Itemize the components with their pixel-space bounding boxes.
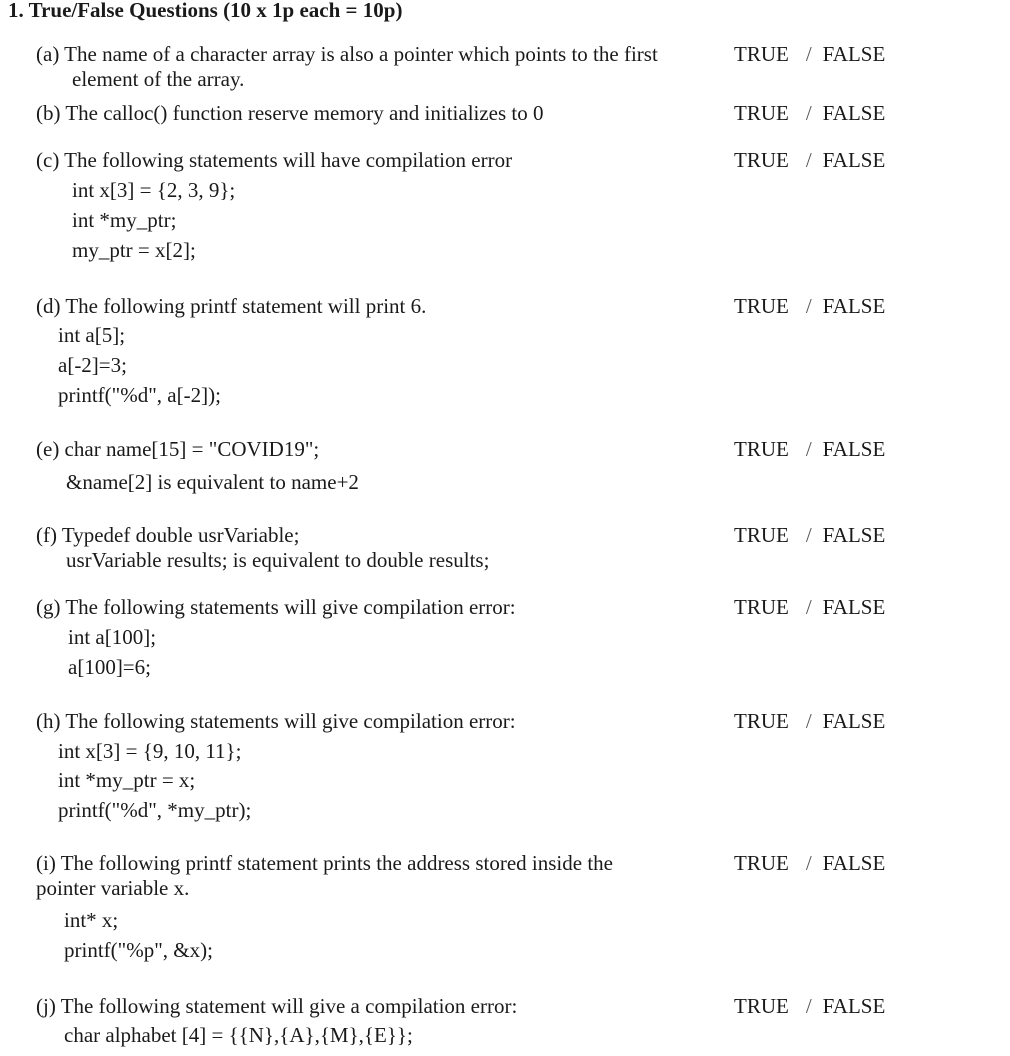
question-e-line-1: (e) char name[15] = "COVID19";	[36, 437, 320, 461]
question-g-code-line-1: int a[100];	[68, 625, 157, 649]
true-option[interactable]: TRUE	[734, 994, 789, 1018]
true-option[interactable]: TRUE	[734, 437, 789, 461]
question-b-line-1: (b) The calloc() function reserve memory and initializes to 0	[36, 101, 544, 125]
question-h-answer	[734, 709, 885, 733]
answer-separator: /	[805, 851, 812, 875]
answer-separator: /	[805, 101, 812, 125]
question-f-line-1: (f) Typedef double usrVariable;	[36, 523, 300, 547]
false-option[interactable]: FALSE	[822, 42, 886, 66]
answer-separator: /	[805, 148, 812, 172]
question-h-code-line-3: printf("%d", *my_ptr);	[58, 798, 252, 822]
question-d-line-1: (d) The following printf statement will print 6.	[36, 294, 427, 318]
question-d-code-line-1: int a[5];	[58, 323, 126, 347]
question-i-line-2: pointer variable x.	[36, 876, 190, 900]
question-i-code-line-2: printf("%p", &x);	[64, 938, 213, 962]
question-i-line-1: (i) The following printf statement prints the address stored inside the	[36, 851, 613, 875]
question-h-line-1: (h) The following statements will give compilation error:	[36, 709, 516, 733]
question-e-answer	[734, 437, 885, 461]
true-option[interactable]: TRUE	[734, 101, 789, 125]
question-g-line-1: (g) The following statements will give compilation error:	[36, 595, 516, 619]
question-h-code-line-1: int x[3] = {9, 10, 11};	[58, 739, 242, 763]
section-title: 1. True/False Questions (10 x 1p each = 10p)	[8, 0, 403, 22]
answer-separator: /	[805, 42, 812, 66]
question-a-line-2: element of the array.	[72, 67, 245, 91]
question-a-answer	[734, 42, 885, 66]
false-option[interactable]: FALSE	[822, 294, 886, 318]
question-h-code-line-2: int *my_ptr = x;	[58, 768, 196, 792]
question-c-answer	[734, 148, 885, 172]
question-a-line-1: (a) The name of a character array is also a pointer which points to the first	[36, 42, 658, 66]
question-j-line-1: (j) The following statement will give a compilation error:	[36, 994, 518, 1018]
question-i-code-line-1: int* x;	[64, 908, 119, 932]
answer-separator: /	[805, 294, 812, 318]
question-f-answer	[734, 523, 885, 547]
question-d-answer	[734, 294, 885, 318]
question-c-code-line-1: int x[3] = {2, 3, 9};	[72, 178, 236, 202]
question-i-answer	[734, 851, 885, 875]
question-g-code-line-2: a[100]=6;	[68, 655, 151, 679]
question-b-answer	[734, 101, 885, 125]
false-option[interactable]: FALSE	[822, 101, 886, 125]
false-option[interactable]: FALSE	[822, 595, 886, 619]
answer-separator: /	[805, 523, 812, 547]
question-c-line-1: (c) The following statements will have compilation error	[36, 148, 513, 172]
question-j-answer	[734, 994, 885, 1018]
question-j-code-line-1: char alphabet [4] = {{N},{A},{M},{E}};	[64, 1023, 413, 1047]
answer-separator: /	[805, 437, 812, 461]
false-option[interactable]: FALSE	[822, 851, 886, 875]
question-c-code-line-2: int *my_ptr;	[72, 208, 177, 232]
false-option[interactable]: FALSE	[822, 148, 886, 172]
question-c-code-line-3: my_ptr = x[2];	[72, 238, 196, 262]
true-option[interactable]: TRUE	[734, 851, 789, 875]
false-option[interactable]: FALSE	[822, 437, 886, 461]
answer-separator: /	[805, 595, 812, 619]
question-d-code-line-2: a[-2]=3;	[58, 353, 127, 377]
false-option[interactable]: FALSE	[822, 994, 886, 1018]
true-option[interactable]: TRUE	[734, 709, 789, 733]
false-option[interactable]: FALSE	[822, 709, 886, 733]
false-option[interactable]: FALSE	[822, 523, 886, 547]
true-option[interactable]: TRUE	[734, 148, 789, 172]
true-option[interactable]: TRUE	[734, 523, 789, 547]
true-option[interactable]: TRUE	[734, 42, 789, 66]
true-option[interactable]: TRUE	[734, 294, 789, 318]
answer-separator: /	[805, 994, 812, 1018]
true-option[interactable]: TRUE	[734, 595, 789, 619]
answer-separator: /	[805, 709, 812, 733]
question-g-answer	[734, 595, 885, 619]
question-f-line-2: usrVariable results; is equivalent to double results;	[66, 548, 490, 572]
question-e-line-2: &name[2] is equivalent to name+2	[66, 470, 359, 494]
question-d-code-line-3: printf("%d", a[-2]);	[58, 383, 221, 407]
